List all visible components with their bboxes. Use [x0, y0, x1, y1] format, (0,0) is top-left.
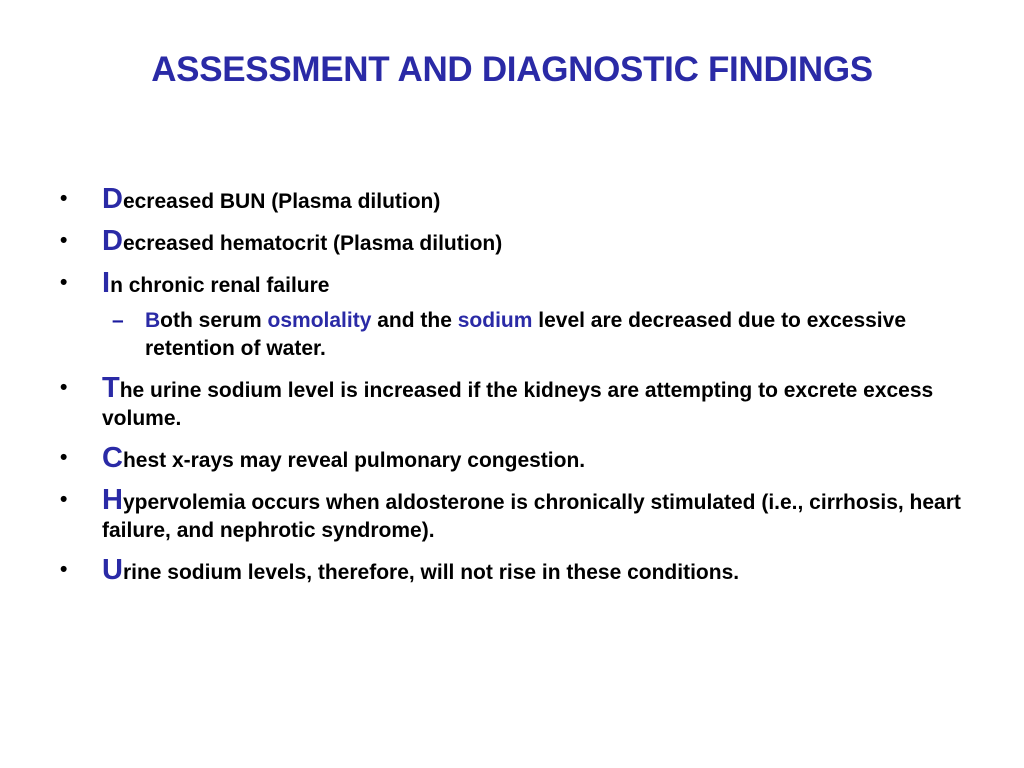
bullet-item: [60, 185, 965, 216]
bullet-icon: •: [60, 187, 68, 210]
bullet-initial: D: [102, 225, 123, 257]
bullet-icon: •: [60, 376, 68, 399]
bullet-item: [60, 486, 965, 545]
bullet-item: [60, 374, 965, 433]
bullet-initial: C: [102, 442, 123, 474]
bullet-item: [60, 444, 965, 475]
dash-icon: –: [112, 309, 124, 332]
bullet-text: rine sodium levels, therefore, will not rise in these conditions.: [122, 561, 740, 584]
bullet-item: [60, 227, 965, 258]
highlight-sodium: sodium: [457, 309, 533, 332]
bullet-initial: T: [102, 372, 120, 404]
bullet-icon: •: [60, 229, 68, 252]
bullet-text: hest x-rays may reveal pulmonary congestion.: [122, 449, 586, 472]
sub-bullet-text-part: oth serum: [160, 309, 268, 332]
bullet-text: ecreased hematocrit (Plasma dilution): [122, 232, 503, 255]
highlight-osmolality: osmolality: [267, 309, 372, 332]
bullet-text: ecreased BUN (Plasma dilution): [122, 190, 441, 213]
bullet-initial: U: [102, 554, 123, 586]
sub-bullet-text-part: level are decreased due to excessive retention of water.: [145, 309, 906, 360]
sub-bullet-item: [102, 307, 965, 363]
bullet-initial: I: [102, 267, 111, 299]
bullet-list: [60, 185, 965, 598]
bullet-item: [60, 556, 965, 587]
sub-bullet-text-part: and the: [371, 309, 458, 332]
bullet-initial: D: [102, 183, 123, 215]
bullet-text: he urine sodium level is increased if the kidneys are attempting to excrete excess volume.: [102, 379, 934, 430]
bullet-text: ypervolemia occurs when aldosterone is chronically stimulated (i.e., cirrhosis, heart failure, and nephrotic syndrome).: [102, 491, 961, 542]
bullet-icon: •: [60, 271, 68, 294]
bullet-icon: •: [60, 558, 68, 581]
sub-bullet-list: [102, 307, 965, 363]
bullet-icon: •: [60, 446, 68, 469]
slide-title: ASSESSMENT AND DIAGNOSTIC FINDINGS: [151, 50, 873, 89]
bullet-initial: H: [102, 484, 123, 516]
bullet-text: n chronic renal failure: [110, 274, 330, 297]
sub-bullet-initial: B: [145, 309, 161, 332]
bullet-icon: •: [60, 488, 68, 511]
bullet-item: [60, 269, 965, 363]
